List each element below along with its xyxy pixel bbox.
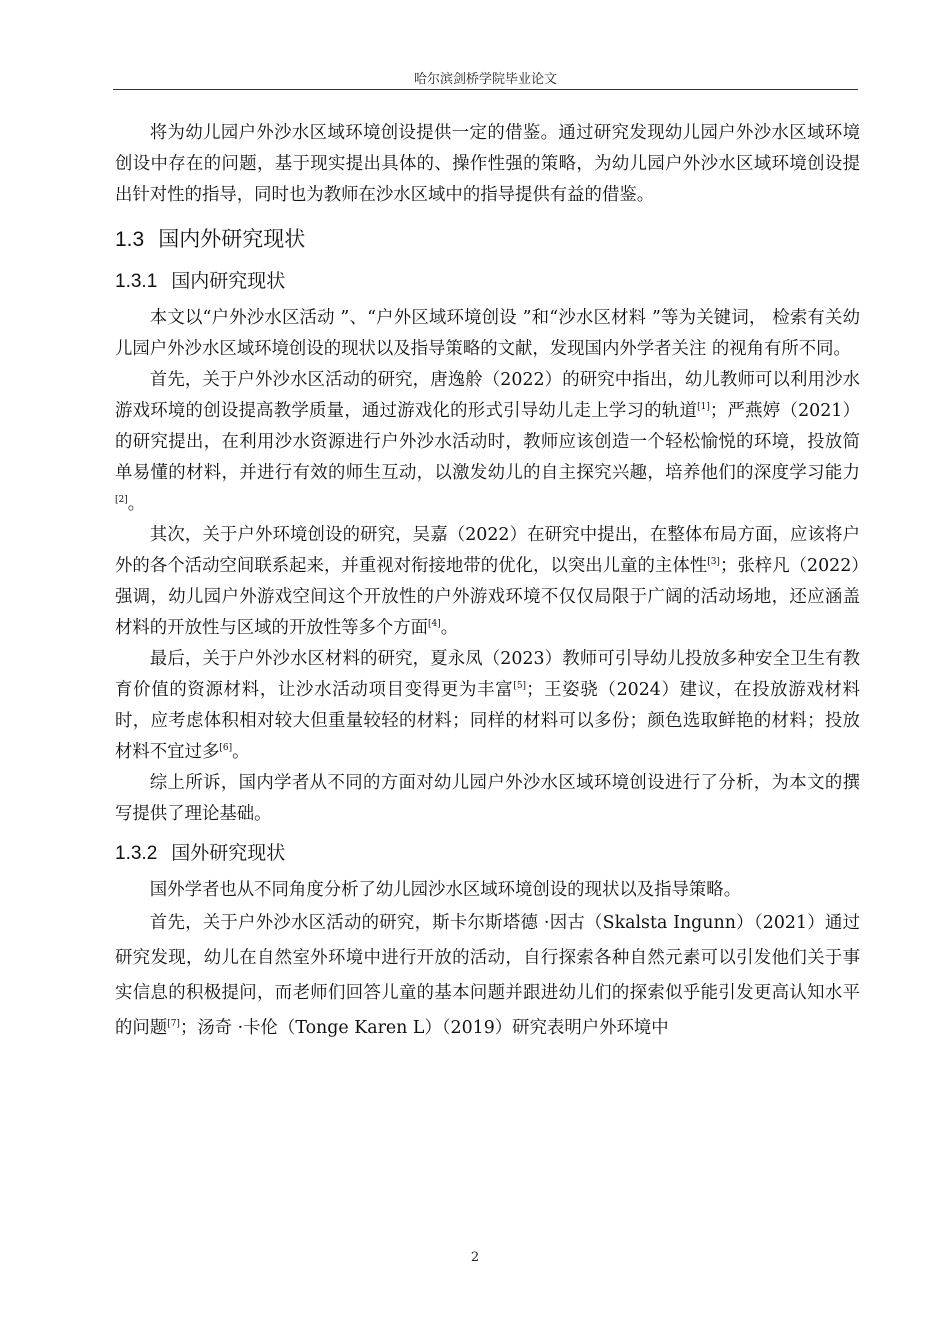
page-number: 2 [470, 1250, 480, 1265]
paragraph-text: 首先，关于户外沙水区活动的研究，唐逸舲（2022）的研究中指出，幼儿教师可以利用沙水游戏环境的创设提高教学质量，通过游戏化的形式引导幼儿走上学习的轨道 [115, 370, 860, 421]
running-header: 哈尔滨剑桥学院毕业论文 [413, 72, 557, 87]
section-heading-1-3-2 [115, 836, 860, 871]
domestic-paragraph-2 [115, 365, 860, 520]
paragraph-text: ；汤奇 ·卡伦（Tonge Karen L）（2019）研究表明户外环境中 [179, 1018, 669, 1038]
domestic-paragraph-1: 本文以“户外沙水区活动 ”、“户外区域环境创设 ”和“沙水区材料 ”等为关键词， 检索有关幼儿园户外沙水区域环境创设的现状以及指导策略的文献，发现国内外学者关注 的视角有所不同。 [115, 308, 860, 359]
section-title: 国内外研究现状 [158, 227, 306, 251]
foreign-paragraph-1: 国外学者也从不同角度分析了幼儿园沙水区域环境创设的现状以及指导策略。 [149, 880, 742, 900]
paragraph-text: 。 [232, 742, 250, 762]
intro-paragraph: 将为幼儿园户外沙水区域环境创设提供一定的借鉴。通过研究发现幼儿园户外沙水区域环境创设中存在的问题，基于现实提出具体的、操作性强的策略，为幼儿园户外沙水区域环境创设提出针对性的指导，同时也为教师在沙水区域中的指导提供有益的借鉴。 [115, 123, 860, 205]
header-rule [113, 89, 858, 90]
subsection-title: 国内研究现状 [171, 270, 286, 292]
subsection-title: 国外研究现状 [171, 842, 286, 864]
domestic-paragraph-4 [115, 644, 860, 768]
paragraph-text: ；严燕婷（2021）的研究提出，在利用沙水资源进行户外沙水活动时，教师应该创造一个轻松愉悦的环境，投放简单易懂的材料，并进行有效的师生互动，以激发幼儿的自主探究兴趣，培养他们的深度学习能力 [115, 401, 860, 483]
paragraph-text: 。 [127, 494, 146, 514]
section-heading-1-3 [115, 221, 860, 258]
page-body [115, 118, 860, 1046]
foreign-paragraph-2 [115, 906, 860, 1046]
domestic-paragraph-3 [115, 520, 860, 644]
citation-3: [3] [707, 557, 720, 567]
subsection-number: 1.3.2 [115, 843, 158, 864]
paragraph-text: ；张梓凡（2022）强调，幼儿园户外游戏空间这个开放性的户外游戏环境不仅仅局限于广阔的活动场地，还应涵盖材料的开放性与区域的开放性等多个方面 [115, 556, 860, 638]
citation-6: [6] [219, 743, 233, 753]
section-number: 1.3 [115, 228, 145, 251]
citation-7: [7] [167, 1019, 180, 1029]
subsection-number: 1.3.1 [115, 271, 158, 292]
paragraph-text: 首先，关于户外沙水区活动的研究，斯卡尔斯塔德 ·因古（Skalsta Ingunn）（2021）通过研究发现，幼儿在自然室外环境中进行开放的活动，自行探索各种自然元素可以引发他们关于事实信息的积极提问，而老师们回答儿童的基本问题并跟进幼儿们的探索似乎能引发更高认知水平的问题 [115, 913, 860, 1038]
paragraph-text: 其次，关于户外环境创设的研究，吴嘉（2022）在研究中提出，在整体布局方面，应该将户外的各个活动空间联系起来，并重视对衔接地带的优化，以突出儿童的主体性 [115, 525, 860, 576]
paragraph-text: 最后，关于户外沙水区材料的研究，夏永凤（2023）教师可引导幼儿投放多种安全卫生有教育价值的资源材料，让沙水活动项目变得更为丰富 [115, 649, 860, 700]
section-heading-1-3-1 [115, 264, 860, 299]
paragraph-text: ；王姿骁（2024）建议，在投放游戏材料时，应考虑体积相对较大但重量较轻的材料；同样的材料可以多份；颜色选取鲜艳的材料；投放材料不宜过多 [115, 680, 860, 762]
citation-4: [4] [428, 619, 441, 629]
domestic-paragraph-5: 综上所诉，国内学者从不同的方面对幼儿园户外沙水区域环境创设进行了分析，为本文的撰写提供了理论基础。 [115, 773, 860, 824]
paragraph-text: 。 [440, 618, 459, 638]
citation-1: [1] [697, 402, 710, 412]
citation-5: [5] [513, 681, 527, 691]
citation-2: [2] [115, 495, 128, 505]
